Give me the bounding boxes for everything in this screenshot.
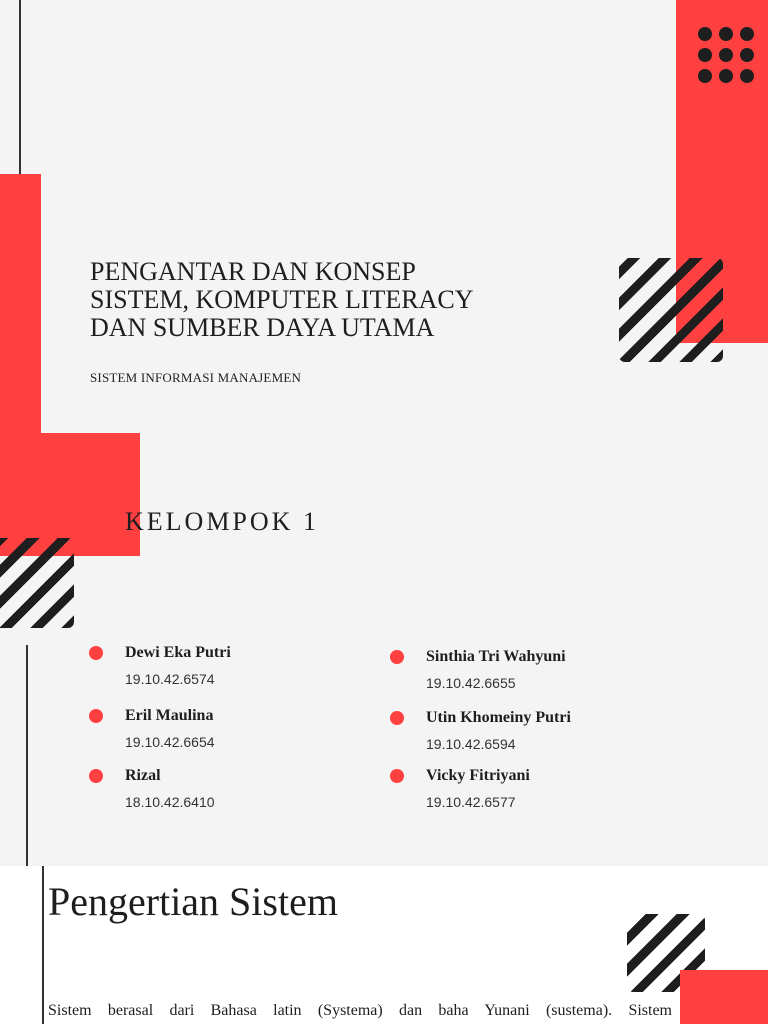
section-heading: Pengertian Sistem [48,879,338,924]
slide-title: PENGANTAR DAN KONSEP SISTEM, KOMPUTER LITERACY DAN SUMBER DAYA UTAMA [90,257,474,342]
member-id: 19.10.42.6574 [125,671,215,687]
corner-red-block [680,970,768,1024]
dot [719,48,733,62]
dot [698,69,712,83]
member-name: Eril Maulina [125,707,214,724]
member-name: Sinthia Tri Wahyuni [426,648,566,665]
member-name: Utin Khomeiny Putri [426,709,571,726]
group-heading: KELOMPOK 1 [125,507,319,536]
bullet-icon [390,711,404,725]
top-vertical-line [19,0,21,175]
dot [740,48,754,62]
member-name: Rizal [125,767,161,784]
body-paragraph: Sistem berasal dari Bahasa latin (Systema) dan baha Yunani (sustema). Sistem [48,1002,672,1019]
dot-grid-pattern [698,27,754,83]
definition-slide [0,866,768,1024]
member-item [426,648,686,691]
left-vertical-line [42,866,44,1024]
member-id: 19.10.42.6594 [426,736,516,752]
member-item [426,709,686,752]
dot [698,48,712,62]
member-item [125,767,385,810]
bullet-icon [89,769,103,783]
member-item [426,767,686,810]
bullet-icon [89,709,103,723]
dot [698,27,712,41]
bottom-vertical-line [26,645,28,866]
member-id: 19.10.42.6654 [125,734,215,750]
dot [719,69,733,83]
member-item [125,707,385,750]
member-id: 19.10.42.6577 [426,794,516,810]
member-name: Vicky Fitriyani [426,767,530,784]
member-item [125,644,385,687]
slide-subtitle: SISTEM INFORMASI MANAJEMEN [90,370,302,385]
member-id: 19.10.42.6655 [426,675,516,691]
right-stripe-pattern [619,258,723,362]
bullet-icon [390,769,404,783]
member-name: Dewi Eka Putri [125,644,231,661]
dot [740,27,754,41]
member-id: 18.10.42.6410 [125,794,215,810]
left-stripe-pattern [0,538,74,628]
dot [740,69,754,83]
bullet-icon [390,650,404,664]
dot [719,27,733,41]
bullet-icon [89,646,103,660]
